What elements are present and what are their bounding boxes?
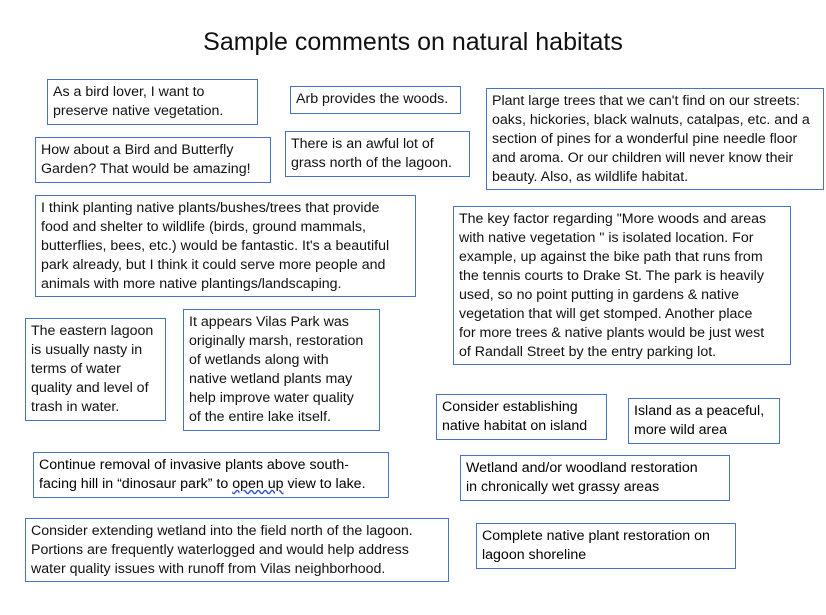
invasive-line-2: [39, 475, 383, 494]
invasive-line-2-start: facing hill in “dinosaur park” to: [39, 476, 233, 492]
comment-native-plants-wildlife: I think planting native plants/bushes/trees that provide food and shelter to wildlife (birds, ground mammals, butterflies, bees, etc.) would be fantastic. It's a beautiful park already, but I think it could serve more people and animals with more native plantings/landscaping.: [35, 195, 416, 297]
invasive-line-1: Continue removal of invasive plants above south-: [39, 457, 349, 473]
comment-large-trees: Plant large trees that we can't find on our streets: oaks, hickories, black walnuts, catalpas, etc. and a section of pines for a wonderful pine needle floor and aroma. Or our children will never know their beauty. Also, as wildlife habitat.: [486, 88, 824, 190]
comment-extend-wetland: Consider extending wetland into the field north of the lagoon. Portions are frequently waterlogged and would help address water quality issues with runoff from Vilas neighborhood.: [25, 518, 449, 582]
comment-key-factor: The key factor regarding "More woods and areas with native vegetation " is isolated location. For example, up against the bike path that runs from the tennis courts to Drake St. The park is heavily used, so no point putting in gardens & native vegetation that will get stomped. Another place for more trees & native plants would be just west of Randall Street by the entry parking lot.: [453, 206, 791, 365]
spellcheck-open-up: open up: [232, 476, 284, 492]
comment-island-peaceful: Island as a peaceful, more wild area: [628, 398, 780, 444]
comment-eastern-lagoon: The eastern lagoon is usually nasty in terms of water quality and level of trash in water.: [25, 318, 166, 421]
comment-bird-butterfly-garden: How about a Bird and Butterfly Garden? That would be amazing!: [35, 137, 271, 183]
comment-island-habitat: Consider establishing native habitat on island: [436, 394, 607, 440]
invasive-line-2-end: view to lake.: [283, 476, 366, 492]
comment-invasive-removal: [33, 452, 389, 498]
comment-wetland-woodland: Wetland and/or woodland restoration in chronically wet grassy areas: [460, 455, 730, 501]
comment-bird-lover: As a bird lover, I want to preserve native vegetation.: [47, 79, 258, 125]
comment-arb-woods: Arb provides the woods.: [290, 86, 461, 114]
comment-vilas-marsh: It appears Vilas Park was originally marsh, restoration of wetlands along with native wetland plants may help improve water quality of the entire lake itself.: [183, 309, 380, 431]
slide-title: Sample comments on natural habitats: [203, 28, 623, 56]
comment-complete-native: Complete native plant restoration on lagoon shoreline: [476, 523, 736, 569]
comment-awful-grass: There is an awful lot of grass north of the lagoon.: [285, 131, 470, 177]
